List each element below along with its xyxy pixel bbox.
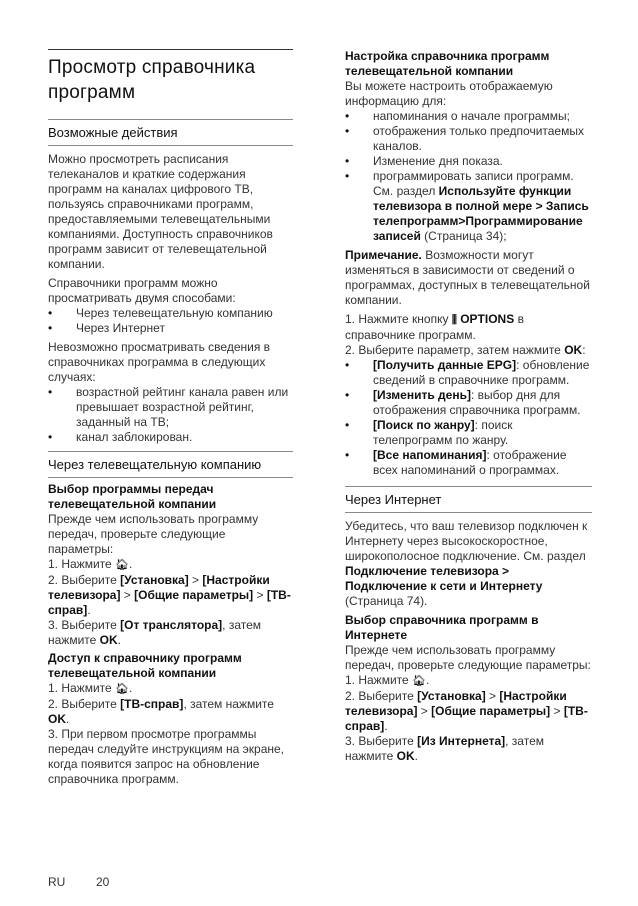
list-item: • Через телевещательную компанию — [48, 306, 293, 321]
list-item: • отображения только предпочитаемых каналов. — [345, 124, 592, 154]
list-item — [345, 418, 592, 448]
paragraph-text: (Страница 74). — [345, 594, 428, 608]
cross-reference-link[interactable]: Подключение телевизора > Подключение к сети и Интернету — [345, 564, 543, 593]
paragraph: Невозможно просматривать сведения в справочниках программа в следующих случаях: — [48, 340, 271, 384]
footer-language: RU — [48, 875, 66, 889]
section-rule — [48, 451, 293, 452]
step-text: . — [117, 633, 121, 647]
menu-option: [Все напоминания] — [373, 448, 487, 462]
note-label: Примечание. — [345, 248, 422, 262]
separator: > — [550, 704, 564, 718]
section-rule — [48, 477, 293, 478]
note-text: Возможности могут изменяться в зависимости от сведений о программах, доступных в телевещательной компании. — [345, 248, 590, 307]
cross-reference-link[interactable]: Используйте функции телевизора в полной мере > Запись телепрограмм>Программирование записей — [373, 184, 589, 243]
step-text: 1. Нажмите — [48, 681, 116, 695]
step-text: 3. Выберите — [48, 618, 121, 632]
step-text: . — [384, 719, 388, 733]
page-title: Просмотр справочника программ — [48, 57, 256, 103]
separator: > — [120, 588, 135, 602]
menu-path-item: [ТВ-справ] — [48, 588, 291, 617]
bullet-list — [48, 306, 293, 336]
step-text: . — [87, 603, 91, 617]
step-text: . — [129, 557, 133, 571]
list-text: : обновление сведений в справочнике программ. — [373, 358, 590, 387]
separator: > — [485, 689, 500, 703]
step-text: . — [66, 712, 70, 726]
paragraph: Можно просмотреть расписания телеканалов и краткие содержания программ на каналах цифрового ТВ, пользуясь справочниками программ, предоставляемыми телевещательными компаниями. Доступность справочников программ зависит от телевещательной компании. — [48, 152, 273, 271]
step — [345, 673, 592, 689]
home-icon: 🏠︎ — [115, 683, 129, 695]
paragraph: Прежде чем использовать программу передач, проверьте следующие параметры: — [48, 512, 259, 556]
list-text: : отображение всех напоминаний о программах. — [373, 448, 567, 477]
bullet-list — [48, 385, 293, 445]
menu-path-item: [Общие параметры] — [134, 588, 254, 602]
subheading: Выбор программы передач телевещательной компании — [48, 482, 217, 511]
step-text: 1. Нажмите кнопку — [345, 312, 452, 326]
ok-key: OK — [396, 749, 415, 763]
step-text: 2. Выберите — [345, 689, 418, 703]
list-text: : поиск телепрограмм по жанру. — [373, 418, 513, 447]
menu-option: [Поиск по жанру] — [373, 418, 475, 432]
subheading: Выбор справочника программ в Интернете — [345, 613, 539, 642]
step — [48, 681, 293, 697]
list-item — [345, 388, 592, 418]
list-item: • Изменение дня показа. — [345, 154, 592, 169]
section-rule — [48, 119, 293, 120]
step-text: , затем нажмите — [345, 734, 544, 763]
step — [345, 734, 592, 764]
step-text: 3. Выберите — [345, 734, 418, 748]
page-number: 20 — [96, 875, 110, 889]
list-item — [345, 448, 592, 478]
list-text: программировать записи программ. См. раздел — [373, 169, 574, 198]
ok-key: OK — [99, 633, 118, 647]
bullet-list — [345, 109, 592, 244]
step-text: 1. Нажмите — [345, 673, 413, 687]
step-text: . — [129, 681, 133, 695]
section-rule — [345, 486, 592, 487]
subheading: Настройка справочника программ телевещательной компании — [345, 49, 550, 78]
section-heading-actions: Возможные действия — [48, 125, 178, 140]
title-rule-top — [48, 49, 293, 50]
menu-path-item: [ТВ-справ] — [345, 704, 588, 733]
home-icon: 🏠︎ — [412, 675, 426, 687]
step-text: . — [414, 749, 418, 763]
step-text: 2. Выберите — [48, 697, 121, 711]
menu-option: [Изменить день] — [373, 388, 471, 402]
menu-path-item: [Установка] — [120, 573, 189, 587]
list-item: • напоминания о начале программы; — [345, 109, 592, 124]
step-text: 2. Выберите — [48, 573, 121, 587]
step-text: , затем нажмите — [48, 618, 262, 647]
menu-path-item: [ТВ-справ] — [120, 697, 184, 711]
section-rule — [345, 512, 592, 513]
step-text: 2. Выберите параметр, затем нажмите — [345, 343, 565, 357]
ok-key: OK — [48, 712, 66, 726]
section-rule — [48, 145, 293, 146]
step — [345, 312, 592, 343]
paragraph: Вы можете настроить отображаемую информацию для: — [345, 79, 553, 108]
left-column — [48, 0, 293, 787]
menu-path-item: [От транслятора] — [120, 618, 223, 632]
menu-path-item: [Общие параметры] — [431, 704, 551, 718]
separator: > — [188, 573, 203, 587]
list-item: • Через Интернет — [48, 321, 293, 336]
paragraph-text: Убедитесь, что ваш телевизор подключен к Интернету через высокоскоростное, широкополосное подключение. См. раздел — [345, 519, 588, 563]
home-icon: 🏠︎ — [115, 559, 129, 571]
separator: > — [417, 704, 432, 718]
step — [345, 689, 592, 734]
step — [48, 618, 293, 648]
paragraph: Прежде чем использовать программу передач, проверьте следующие параметры: — [345, 643, 591, 672]
step — [345, 343, 592, 358]
subheading: Доступ к справочнику программ телевещательной компании — [48, 651, 242, 680]
section-heading-internet: Через Интернет — [345, 492, 442, 507]
options-key: OPTIONS — [460, 312, 515, 326]
list-text: (Страница 34); — [420, 229, 507, 243]
menu-path-item: [Настройки телевизора] — [345, 689, 567, 718]
step-text: : — [582, 343, 586, 357]
menu-path-item: [Установка] — [417, 689, 486, 703]
section-heading-broadcaster: Через телевещательную компанию — [48, 457, 262, 472]
list-item: • канал заблокирован. — [48, 430, 293, 445]
list-item: • возрастной рейтинг канала равен или превышает возрастной рейтинг, заданный на ТВ; — [48, 385, 293, 430]
step-text: . — [426, 673, 430, 687]
menu-path-item: [Из Интернета] — [417, 734, 506, 748]
step — [48, 697, 293, 727]
paragraph — [345, 519, 592, 609]
right-column — [345, 0, 592, 764]
step-text: в справочнике программ. — [345, 312, 524, 342]
menu-option: [Получить данные EPG] — [373, 358, 517, 372]
menu-path-item: [Настройки телевизора] — [48, 573, 270, 602]
step-text: 1. Нажмите — [48, 557, 116, 571]
separator: > — [253, 588, 267, 602]
step-text: , затем нажмите — [183, 697, 274, 711]
step: 3. При первом просмотре программы передач следуйте инструкциям на экране, когда появится запрос на обновление справочника программ. — [48, 727, 285, 786]
note — [345, 248, 592, 308]
list-item — [345, 169, 592, 244]
list-text: : выбор дня для отображения справочника программ. — [373, 388, 581, 417]
step — [48, 573, 293, 618]
step — [48, 557, 293, 573]
ok-key: OK — [564, 343, 583, 357]
list-item — [345, 358, 592, 388]
paragraph: Справочники программ можно просматривать двумя способами: — [48, 276, 236, 305]
bullet-list — [345, 358, 592, 478]
options-icon: ⫼ — [451, 314, 457, 326]
